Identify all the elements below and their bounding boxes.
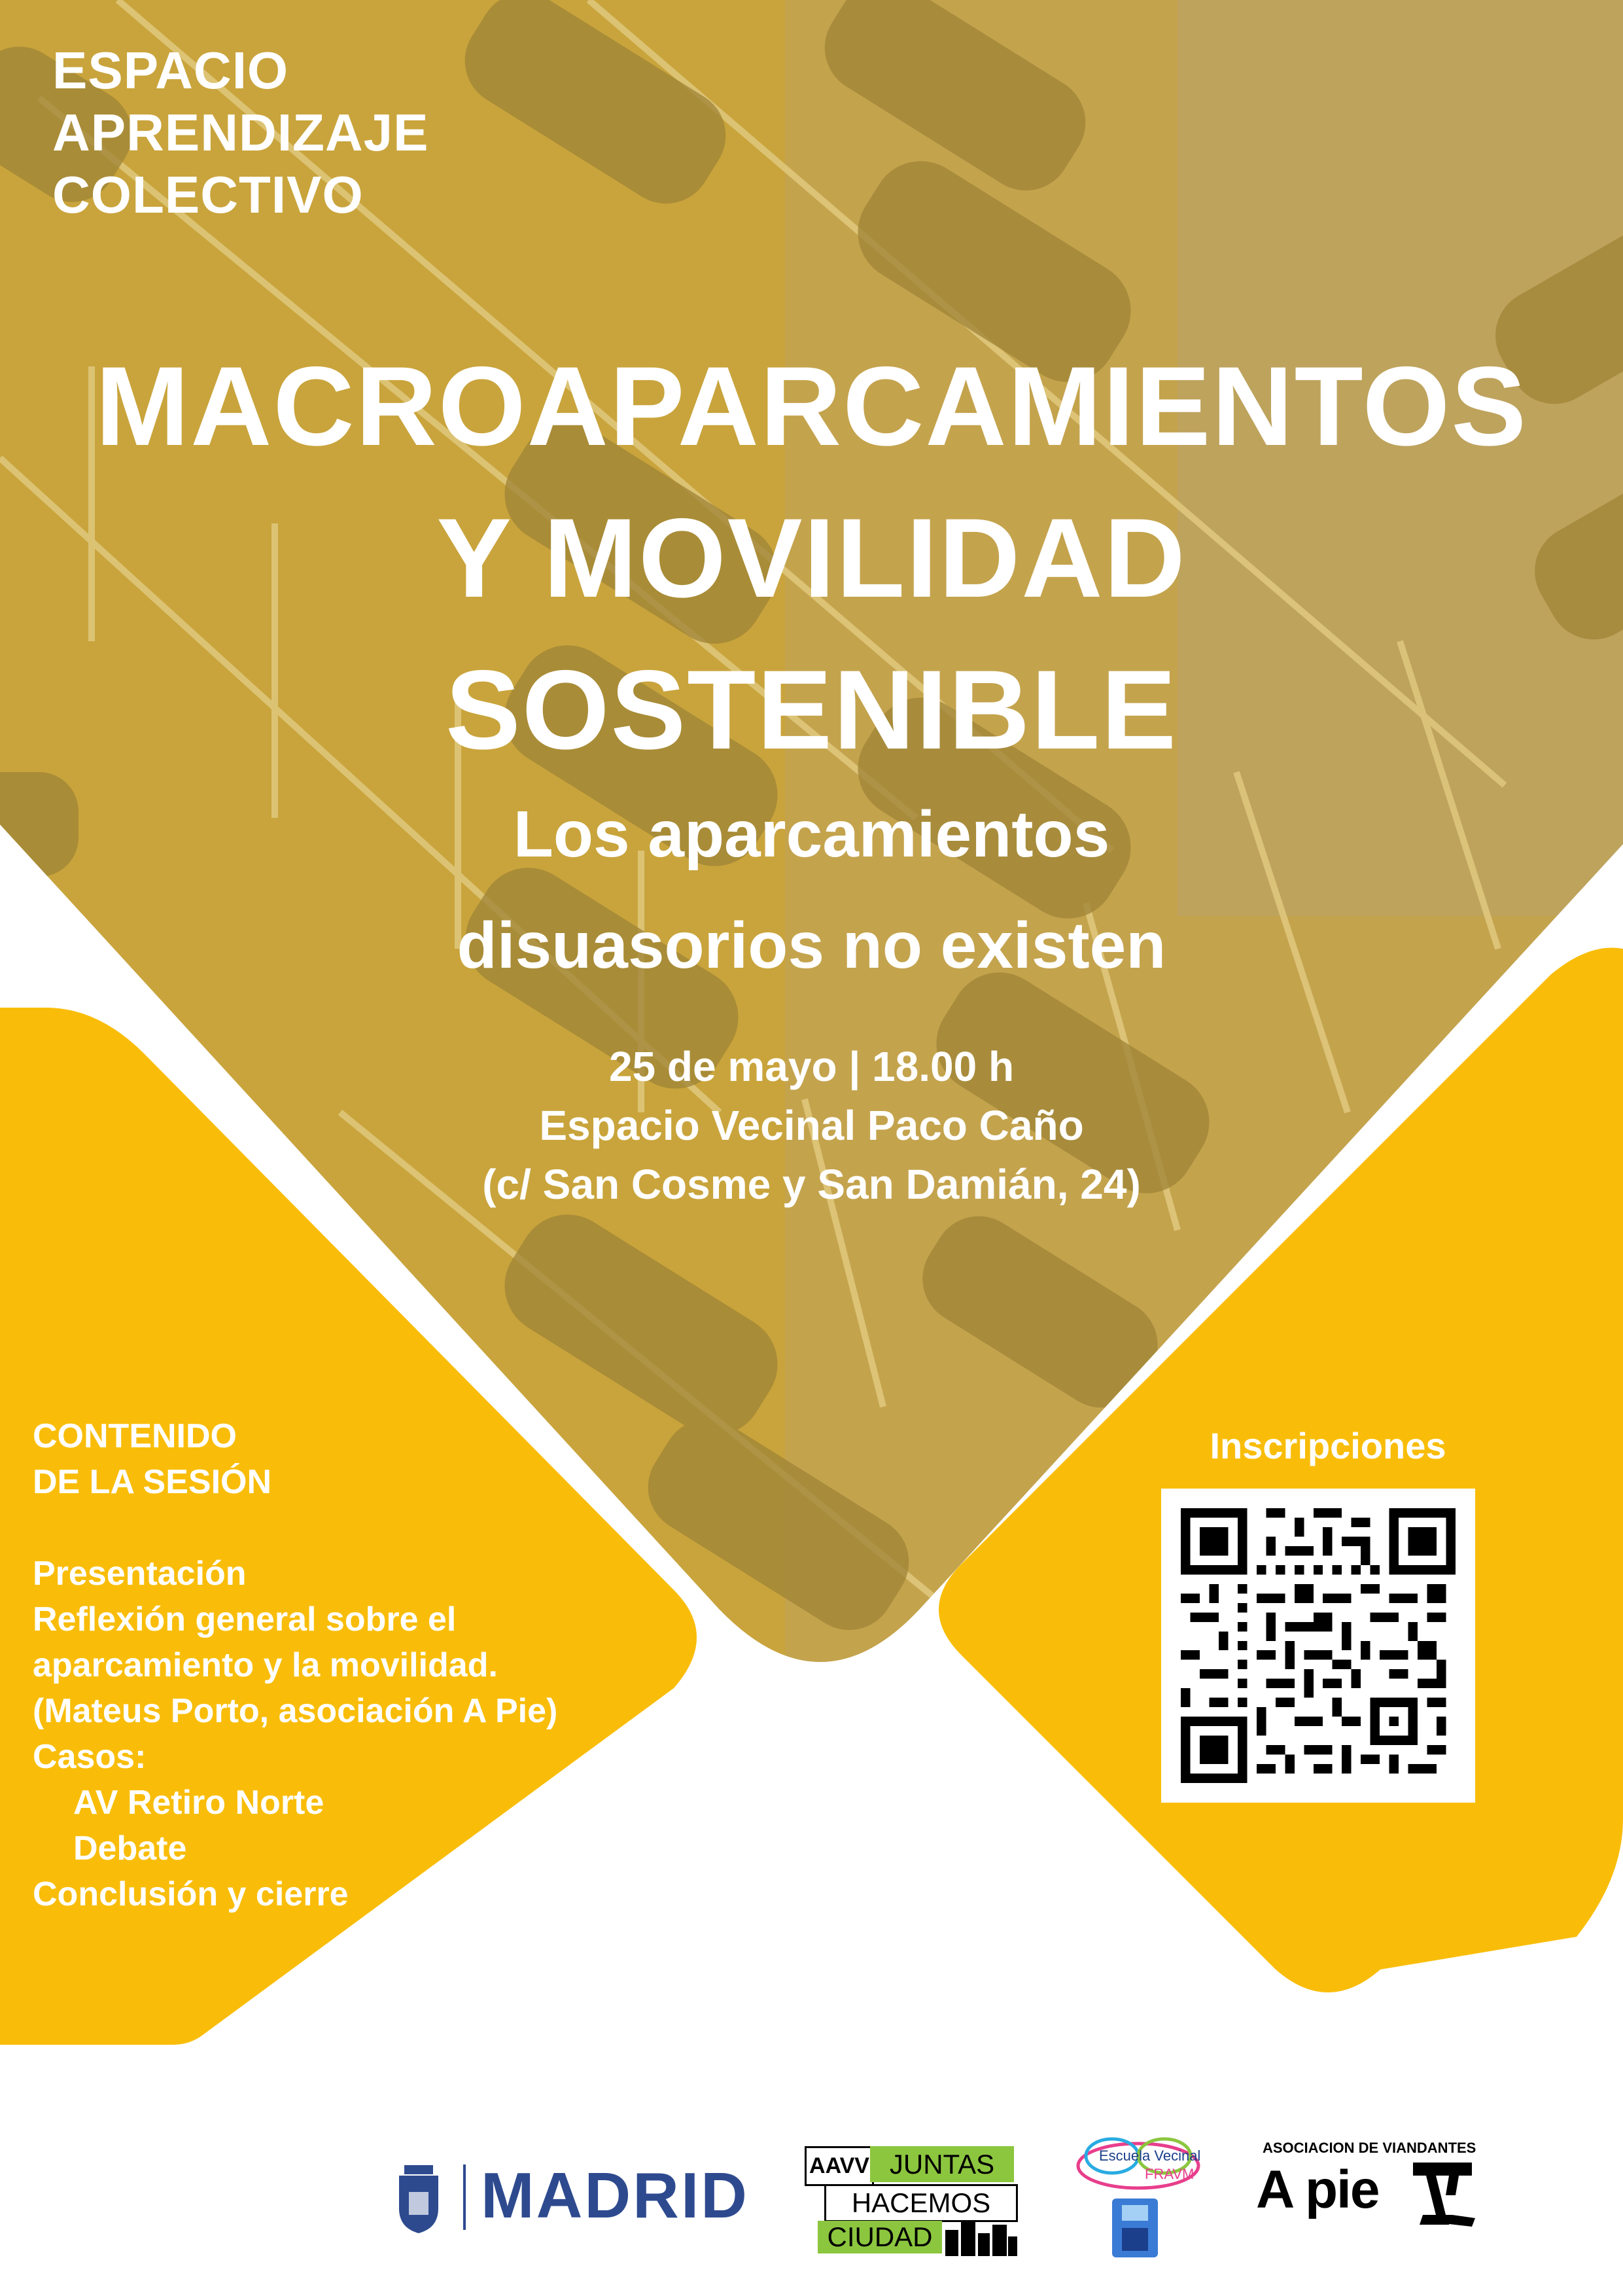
session-item: Casos: [33,1738,147,1776]
tag-line: APRENDIZAJE [52,103,429,162]
tag-line: ESPACIO [52,41,289,99]
a-pie-logo [1256,2140,1492,2257]
session-content [33,1413,557,1917]
title-line: SOSTENIBLE [445,647,1178,773]
session-sub-item: AV Retiro Norte [73,1784,324,1822]
session-item: Reflexión general sobre el [33,1600,457,1638]
juntas-label: JUNTAS [870,2146,1014,2182]
qr-code-icon[interactable] [1181,1508,1456,1783]
aavv-label: AAVV [805,2146,874,2186]
registration-label: Inscripciones [1210,1425,1446,1466]
city-buildings-icon [945,2217,1017,2256]
event-info [0,1037,1623,1214]
escuela-label: Escuela Vecinal [1099,2147,1201,2164]
title-line: Y MOVILIDAD [436,495,1187,621]
session-heading-line: DE LA SESIÓN [33,1463,272,1501]
juntas-hacemos-ciudad-logo [805,2140,1021,2257]
session-item: aparcamiento y la movilidad. [33,1646,498,1684]
session-sub-item: Debate [73,1829,187,1867]
subtitle [0,779,1623,1001]
escuela-vecinal-logo [1073,2133,1204,2264]
session-item: Presentación [33,1555,247,1593]
subtitle-line: disuasorios no existen [457,909,1166,982]
subtitle-line: Los aparcamientos [513,798,1110,871]
apie-small-label: ASOCIACION DE VIANDANTES [1263,2140,1476,2156]
space-tag [52,39,429,226]
session-heading-line: CONTENIDO [33,1417,237,1455]
registration-qr[interactable] [1161,1489,1475,1803]
ciudad-label: CIUDAD [818,2221,942,2253]
session-heading [33,1413,557,1505]
title-line: MACROAPARCAMIENTOS [95,344,1528,469]
event-address: (c/ San Cosme y San Damián, 24) [482,1161,1141,1208]
hacemos-label: HACEMOS [824,2184,1018,2222]
madrid-coat-of-arms-icon [393,2163,445,2234]
event-date-time: 25 de mayo | 18.00 h [608,1043,1015,1090]
main-title [0,330,1623,786]
apie-big-label: A pie [1256,2160,1379,2219]
fravm-label: FRAVM [1145,2166,1195,2182]
session-item: (Mateus Porto, asociación A Pie) [33,1692,558,1730]
session-closing: Conclusión y cierre [33,1875,349,1913]
tag-line: COLECTIVO [52,166,364,224]
walking-feet-icon [1406,2156,1478,2234]
event-venue: Espacio Vecinal Paco Caño [539,1102,1084,1149]
pencil-sharpener-icon [1099,2192,1171,2264]
madrid-wordmark: MADRID [481,2159,749,2231]
madrid-divider [463,2164,466,2230]
